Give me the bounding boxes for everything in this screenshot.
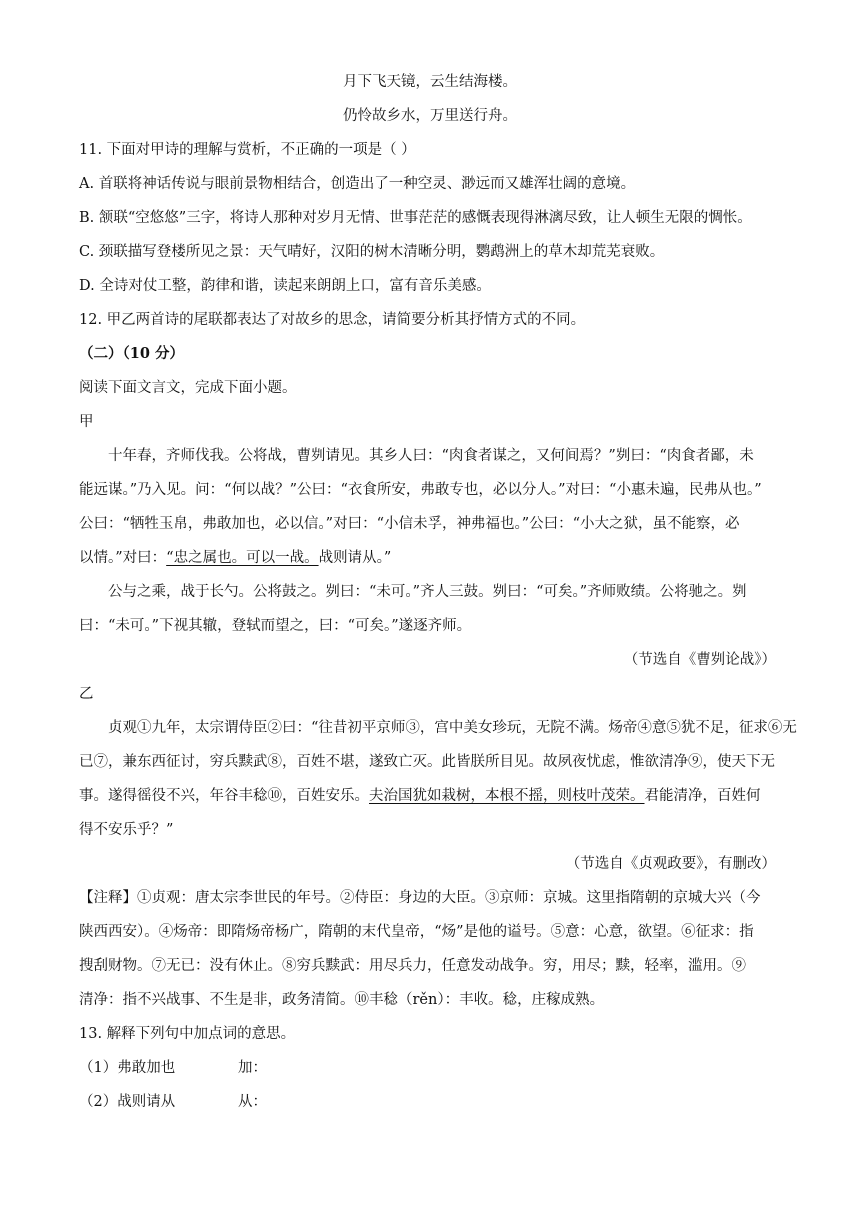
jia-p1-line-1: 十年春，齐师伐我。公将战，曹刿请见。其乡人曰：“肉食者谋之，又何间焉？”刿曰：“肉食者鄙，未 [108,448,754,464]
section-instruction: 阅读下面文言文，完成下面小题。 [79,380,297,396]
yi-line-4: 得不安乐乎？” [79,822,174,838]
jia-p1-line-4-tail: 战则请从。” [318,550,392,566]
section-heading: （二）（10 分） [79,345,184,362]
yi-line-2: 已⑦，兼东西征讨，穷兵黩武⑧，百姓不堪，遂致亡灭。此皆朕所目见。故夙夜忧虑，惟欲清净⑨，使天下无 [79,754,775,770]
yi-underlined-sentence: 夫治国犹如栽树，本根不摇，则枝叶茂荣。 [369,788,645,804]
question-11-stem: 11. 下面对甲诗的理解与赏析，不正确的一项是（ ） [79,142,416,158]
jia-p1-line-4-lead: 以情。”对曰： [79,550,167,566]
question-13-answer-2: 从： [238,1094,267,1110]
poem-line-2: 仍怜故乡水，万里送行舟。 [343,108,517,124]
notes-line-3: 搜刮财物。⑦无已：没有休止。⑧穷兵黩武：用尽兵力，任意发动战争。穷，用尽；黩，轻率，滥用。⑨ [79,958,746,974]
jia-p1-line-4 [79,548,391,568]
jia-source: （节选自《曹刿论战》） [623,652,776,668]
question-13-answer-1: 加： [238,1060,267,1076]
jia-underlined-sentence: “忠之属也。可以一战。 [166,550,319,566]
question-13-item-1: （1）弗敢加也 [79,1060,176,1076]
question-11-option-c: C. 颈联描写登楼所见之景：天气晴好，汉阳的树木清晰分明，鹦鹉洲上的草木却荒芜衰败。 [79,244,665,260]
yi-source: （节选自《贞观政要》，有删改） [565,856,776,872]
yi-line-1: 贞观①九年，太宗谓侍臣②曰：“往昔初平京师③，宫中美女珍玩，无院不满。炀帝④意⑤犹不足，征求⑥无 [108,720,797,736]
question-11-option-d: D. 全诗对仗工整，韵律和谐，读起来朗朗上口，富有音乐美感。 [79,278,491,294]
passage-jia-label: 甲 [79,414,94,430]
question-11-option-a: A. 首联将神话传说与眼前景物相结合，创造出了一种空灵、渺远而又雄浑壮阔的意境。 [79,176,636,192]
jia-p2-line-2: 曰：“未可。”下视其辙，登轼而望之，曰：“可矣。”遂逐齐师。 [79,618,472,634]
question-13-item-2: （2）战则请从 [79,1094,176,1110]
yi-line-3-lead: 事。遂得徭役不兴，年谷丰稔⑩，百姓安乐。 [79,788,369,804]
notes-line-2: 陕西西安）。④炀帝：即隋炀帝杨广，隋朝的末代皇帝，“炀”是他的谥号。⑤意：心意，欲望。⑥征求：指 [79,924,754,940]
jia-p2-line-1: 公与之乘，战于长勺。公将鼓之。刿曰：“未可。”齐人三鼓。刿曰：“可矣。”齐师败绩。公将驰之。刿 [108,584,747,600]
jia-p1-line-3: 公曰：“牺牲玉帛，弗敢加也，必以信。”对曰：“小信未孚，神弗福也。”公曰：“小大之狱，虽不能察，必 [79,516,740,532]
jia-p1-line-2: 能远谋。”乃入见。问：“何以战？”公曰：“衣食所安，弗敢专也，必以分人。”对曰：“小惠未遍，民弗从也。” [79,482,762,498]
question-13-stem: 13. 解释下列句中加点词的意思。 [79,1026,296,1042]
question-11-option-b: B. 颔联“空悠悠”三字，将诗人那种对岁月无情、世事茫茫的感慨表现得淋漓尽致，让人顿生无限的惆怅。 [79,210,752,226]
passage-yi-label: 乙 [79,686,94,702]
yi-line-3 [79,786,761,806]
yi-line-3-tail: 君能清净，百姓何 [644,788,761,804]
notes-line-1: 【注释】①贞观：唐太宗李世民的年号。②侍臣：身边的大臣。③京师：京城。这里指隋朝的京城大兴（今 [79,890,761,906]
poem-line-1: 月下飞天镜，云生结海楼。 [343,74,517,90]
question-12: 12. 甲乙两首诗的尾联都表达了对故乡的思念，请简要分析其抒情方式的不同。 [79,312,586,328]
notes-line-4: 清净：指不兴战事、不生是非，政务清简。⑩丰稔（rěn）：丰收。稔，庄稼成熟。 [79,992,605,1008]
